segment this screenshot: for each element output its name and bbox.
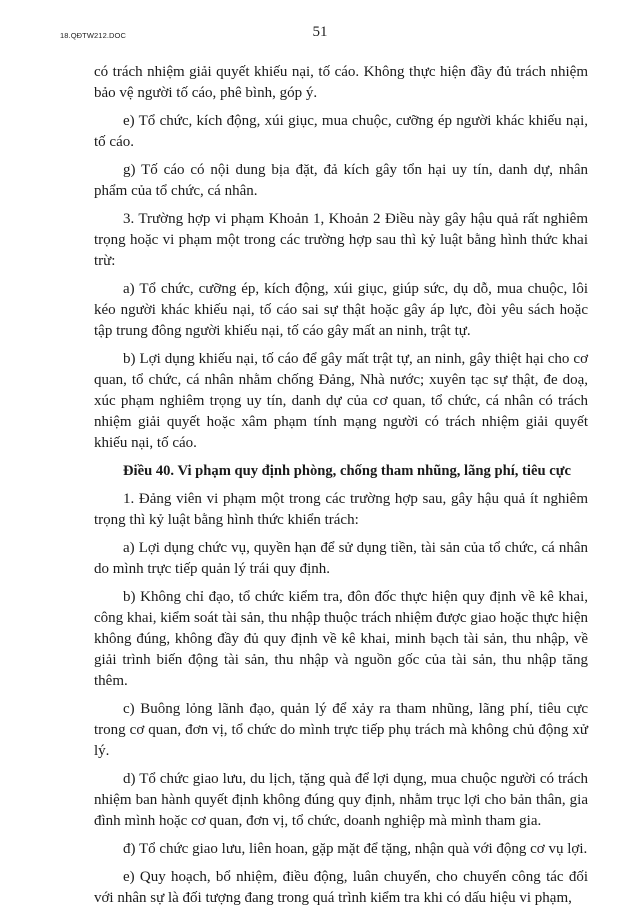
article-item-dd: đ) Tổ chức giao lưu, liên hoan, gặp mặt để tặng, nhận quà với động cơ vụ lợi. [123, 841, 588, 857]
doc-id: 18.QĐTW212.DOC [60, 31, 126, 40]
paragraph-3b: b) Lợi dụng khiếu nại, tố cáo để gây mất trật tự, an ninh, gây thiệt hại cho cơ quan, tổ chức, cá nhân nhằm chống Đảng, Nhà nước; xuyên tạc sự thật, đe doạ, xúc phạm nghiêm trọng uy tín, danh dự của cơ quan, tổ chức, cá nhân có trách nhiệm giải quyết hoặc xâm phạm tính mạng người có trách nhiệm giải quyết khiếu nại, tố cáo. [94, 351, 588, 451]
article-clause-1: 1. Đảng viên vi phạm một trong các trường hợp sau, gây hậu quả ít nghiêm trọng thì kỷ luật bằng hình thức khiển trách: [94, 491, 588, 528]
page-number: 51 [312, 24, 328, 40]
article-item-e: e) Quy hoạch, bổ nhiệm, điều động, luân chuyển, cho chuyển công tác đối với nhân sự là đối tượng đang trong quá trình kiểm tra khi có dấu hiệu vi phạm, [94, 869, 588, 906]
paragraph-e: e) Tổ chức, kích động, xúi giục, mua chuộc, cưỡng ép người khác khiếu nại, tố cáo. [94, 113, 588, 150]
article-heading: Điều 40. Vi phạm quy định phòng, chống tham nhũng, lãng phí, tiêu cực [123, 463, 571, 479]
article-item-a: a) Lợi dụng chức vụ, quyền hạn để sử dụng tiền, tài sản của tổ chức, cá nhân do mình trực tiếp quản lý trái quy định. [94, 540, 588, 577]
paragraph-g: g) Tố cáo có nội dung bịa đặt, đả kích gây tổn hại uy tín, danh dự, nhân phẩm của tổ chức, cá nhân. [94, 162, 588, 199]
article-item-b: b) Không chỉ đạo, tổ chức kiểm tra, đôn đốc thực hiện quy định về kê khai, công khai, kiểm soát tài sản, thu nhập thuộc trách nhiệm được giao hoặc thực hiện không đúng, không đầy đủ quy định về kê khai, minh bạch tài sản, thu nhập, về giải trình biến động tài sản, thu nhập và nguồn gốc của tài sản, thu nhập tăng thêm. [94, 589, 588, 689]
article-item-c: c) Buông lỏng lãnh đạo, quản lý để xảy ra tham nhũng, lãng phí, tiêu cực trong cơ quan, đơn vị, tổ chức do mình trực tiếp phụ trách mà không chủ động xử lý. [94, 701, 588, 759]
paragraph-continued: có trách nhiệm giải quyết khiếu nại, tố cáo. Không thực hiện đầy đủ trách nhiệm bảo vệ người tố cáo, phê bình, góp ý. [94, 64, 588, 101]
article-item-d: d) Tổ chức giao lưu, du lịch, tặng quà để lợi dụng, mua chuộc người có trách nhiệm ban hành quyết định không đúng quy định, nhằm trục lợi cho bản thân, gia đình mình hoặc cơ quan, đơn vị, tổ chức, doanh nghiệp mà mình tham gia. [94, 771, 588, 829]
paragraph-3a: a) Tổ chức, cưỡng ép, kích động, xúi giục, giúp sức, dụ dỗ, mua chuộc, lôi kéo người khác khiếu nại, tố cáo sai sự thật hoặc gây áp lực, đòi yêu sách hoặc tập trung đông người khiếu nại, tố cáo gây mất an ninh, trật tự. [94, 281, 588, 339]
page-body [94, 62, 588, 916]
paragraph-clause-3: 3. Trường hợp vi phạm Khoản 1, Khoản 2 Điều này gây hậu quả rất nghiêm trọng hoặc vi phạm một trong các trường hợp sau thì kỷ luật bằng hình thức khai trừ: [94, 211, 588, 269]
